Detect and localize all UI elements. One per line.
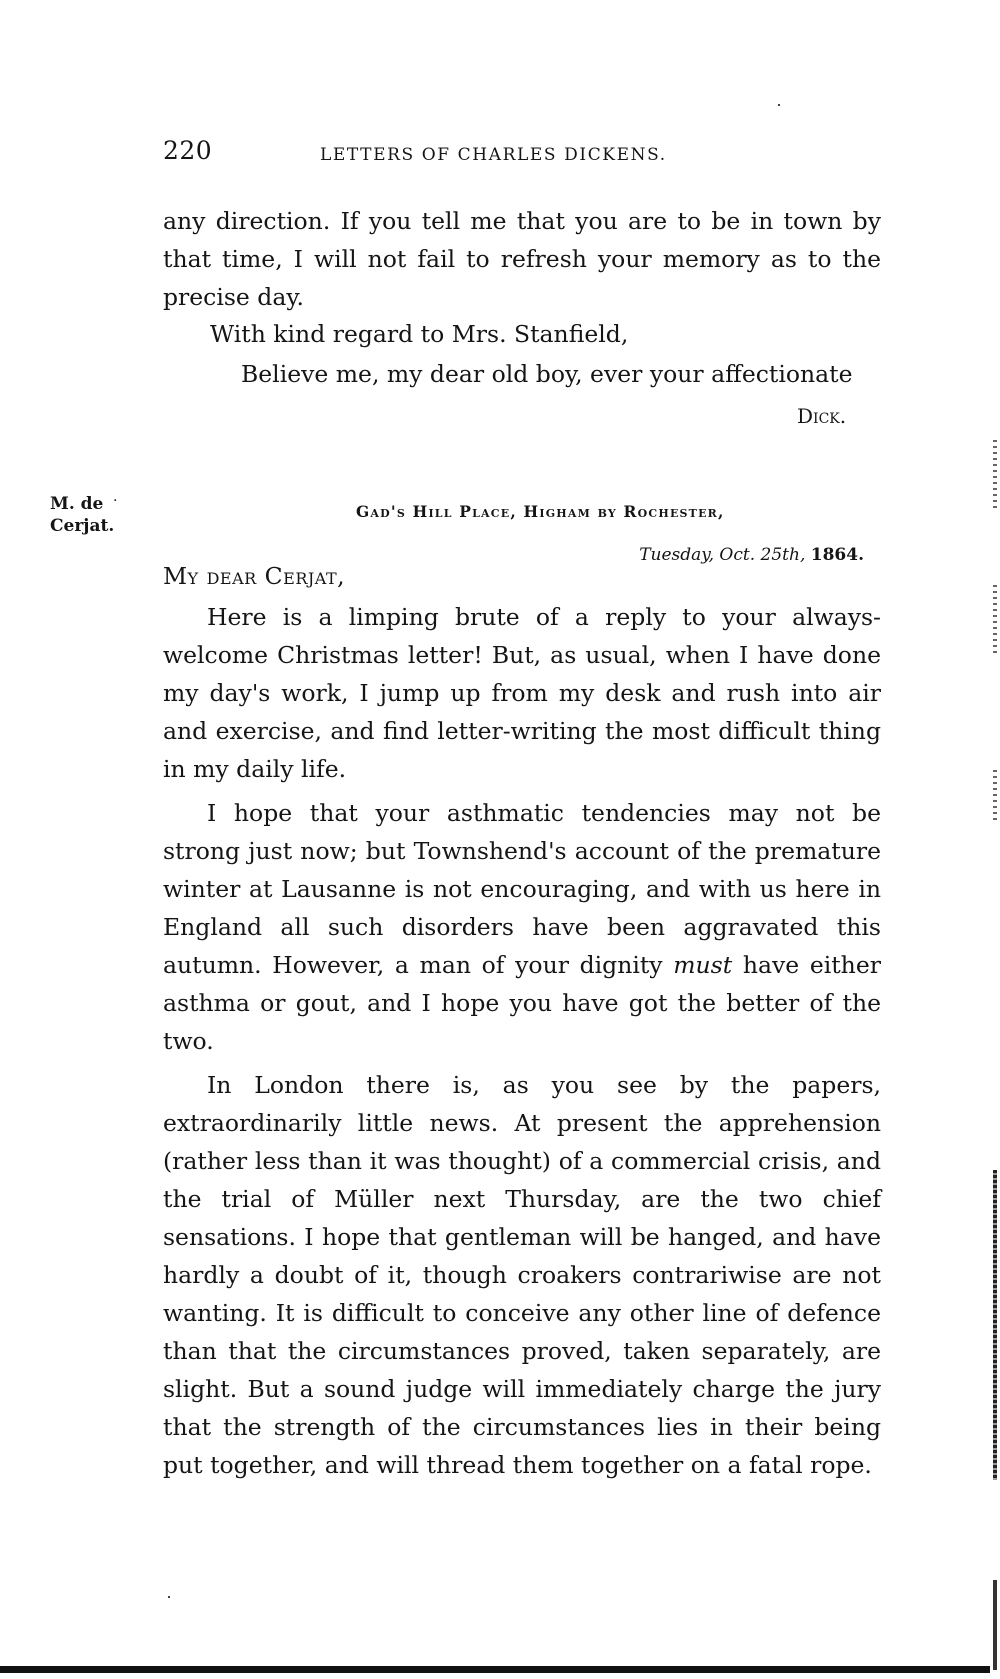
letter2-paragraph-3: In London there is, as you see by the papers, extraordinarily little news. At present the apprehension (rather less than it was thought) of a commercial crisis, and the trial of Müller next Thursday, are the two chief sensations. I hope that gentleman will be hanged, and have hardly a doubt of it, though croakers contrariwise are not wanting. It is difficult to conceive any other line of defence than that the circumstances proved, taken separately, are slight. But a sound judge will immediately charge the jury that the strength of the circumstances lies in their being put together, and will thread them together on a fatal rope.: [163, 1071, 881, 1479]
scan-edge-mark: [993, 770, 997, 820]
bottom-scan-border: [0, 1666, 990, 1673]
scan-speck: [168, 1596, 170, 1598]
date-year: 1864.: [810, 545, 864, 565]
margin-dot: ·: [113, 493, 118, 509]
margin-note-line1: M. de: [50, 494, 104, 514]
margin-note: [50, 493, 114, 537]
margin-note-line2: Cerjat.: [50, 516, 115, 536]
letter1-valediction: Believe me, my dear old boy, ever your affectionate: [241, 360, 853, 388]
scan-speck: [778, 104, 780, 106]
scan-edge-mark: [993, 440, 997, 510]
date-italic: Tuesday, Oct. 25th,: [639, 545, 806, 565]
letter2-salutation: My dear Cerjat,: [163, 562, 346, 590]
letter1-regards: With kind regard to Mrs. Stanfield,: [210, 320, 629, 348]
paragraph-2-end: have either asthma or gout, and I hope you have got the better of the two.: [163, 951, 881, 1055]
emphasis-must: must: [673, 951, 733, 979]
scan-edge-mark: [993, 585, 997, 655]
letter2-date: [639, 545, 864, 565]
scan-edge-mark: [993, 1580, 997, 1670]
letter2-address: [356, 502, 725, 521]
paragraph-2-text: I hope that your asthmatic tendencies may not be strong just now; but Townshend's account of the premature winter at Lausanne is not encouraging, and with us here in England all such disorders have been aggravated this autumn. However, a man of your dignity: [163, 799, 881, 979]
running-title: LETTERS OF CHARLES DICKENS.: [320, 145, 667, 165]
letter1-signature: Dick.: [797, 404, 847, 428]
letter2-paragraph-1: Here is a limping brute of a reply to your always-welcome Christmas letter! But, as usual, when I have done my day's work, I jump up from my desk and rush into air and exercise, and find letter-writing the most difficult thing in my daily life.: [163, 603, 881, 783]
page-number: 220: [163, 136, 213, 165]
letter2-paragraph-2: [163, 794, 881, 1060]
letter1-closing-paragraph: any direction. If you tell me that you are to be in town by that time, I will not fail to refresh your memory as to the precise day.: [163, 207, 881, 311]
scan-edge-mark: [993, 1170, 997, 1480]
address-text: Gad's Hill Place, Higham by Rochester,: [356, 502, 725, 521]
